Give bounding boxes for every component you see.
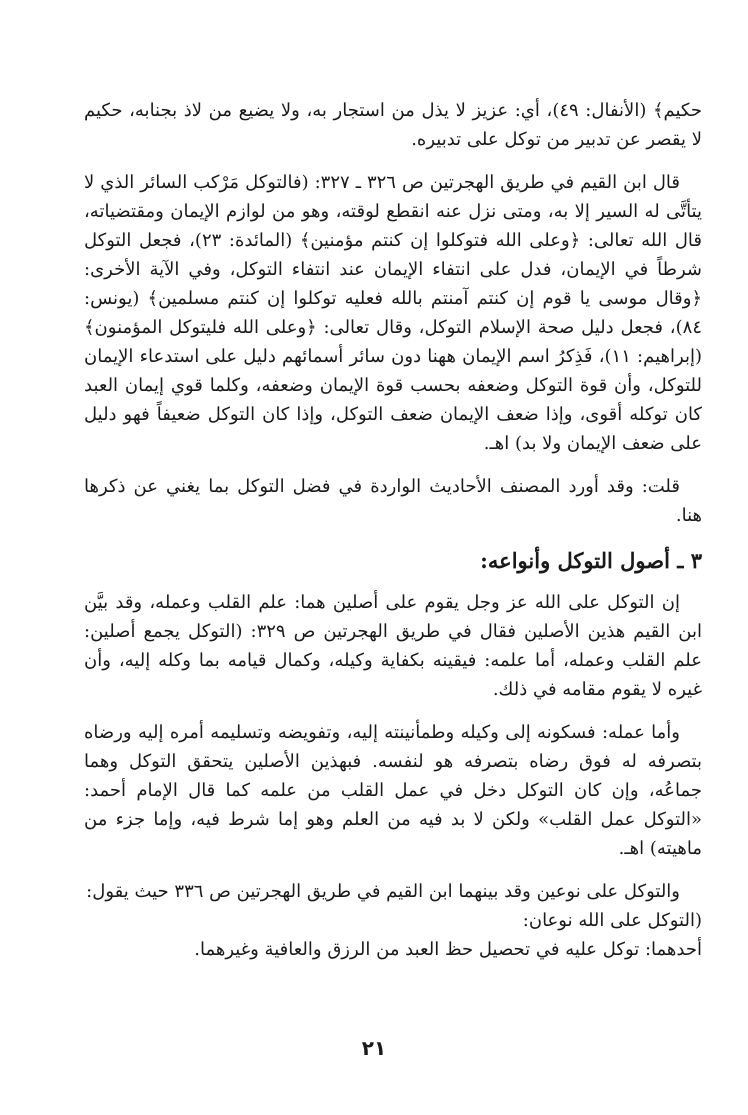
quote-line-2: أحدهما: توكل عليه في تحصيل حظ العبد من الرزق والعافية وغيرهما. (194, 939, 702, 960)
paragraph-2: قال ابن القيم في طريق الهجرتين ص ٣٢٦ ـ ٣٢٧: (فالتوكل مَرْكب السائر الذي لا يتأتَّى له السير إلا به، ومتى نزل عنه انقطع لوقته، وهو من لوازم الإيمان ومقتضياته، قال الله تعالى: ﴿وعلى الله فتوكلوا إن كنتم مؤمنين﴾ (المائدة: ٢٣)، فجعل التوكل شرطاً في الإيمان، فدل على انتفاء الإيمان عند انتفاء التوكل، وفي الآية الأخرى: ﴿وقال موسى يا قوم إن كنتم آمنتم بالله فعليه توكلوا إن كنتم مسلمين﴾ (يونس: ٨٤)، فجعل دليل صحة الإسلام التوكل، وقال تعالى: ﴿وعلى الله فليتوكل المؤمنون﴾ (إبراهيم: ١١)، فَذِكرُ اسم الإيمان ههنا دون سائر أسمائهم دليل على استدعاء الإيمان للتوكل، وأن قوة التوكل وضعفه بحسب قوة الإيمان وضعفه، وكلما قوي إيمان العبد كان توكله أقوى، وإذا ضعف الإيمان ضعف التوكل، وإذا كان التوكل ضعيفاً فهو دليل على ضعف الإيمان ولا بد) اهـ. (84, 172, 702, 454)
section-heading: ٣ ـ أصول التوكل وأنواعه: (480, 548, 702, 573)
quote-line-1: (التوكل على الله نوعان: (522, 910, 702, 931)
paragraph-4: إن التوكل على الله عز وجل يقوم على أصلين هما: علم القلب وعمله، وقد بيَّن ابن القيم هذين الأصلين فقال في طريق الهجرتين ص ٣٢٩: (التوكل يجمع أصلين: علم القلب وعمله، أما علمه: فيقينه بكفاية وكيله، وكمال قيامه بما وكله إليه، وأن غيره لا يقوم مقامه في ذلك. (84, 592, 703, 700)
paragraph-6: والتوكل على نوعين وقد بينهما ابن القيم في طريق الهجرتين ص ٣٣٦ حيث يقول: (86, 881, 680, 902)
paragraph-5: وأما عمله: فسكونه إلى وكيله وطمأنينته إليه، وتفويضه وتسليمه أمره إليه ورضاه بتصرفه له فوق رضاه بتصرفه هو لنفسه. فبهذين الأصلين يتحقق التوكل وهما جماعُه، وإن كان التوكل دخل في عمل القلب من علمه كما قال الإمام أحمد: «التوكل عمل القلب» ولكن لا بد فيه من العلم وهو إما شرط فيه، وإما جزء من ماهيته) اهـ. (84, 722, 702, 859)
page-number: ٢١ (361, 1036, 387, 1060)
page-body (84, 96, 702, 964)
paragraph-3: قلت: وقد أورد المصنف الأحاديث الواردة في فضل التوكل بما يغني عن ذكرها هنا. (84, 476, 702, 526)
paragraph-1: حكيم﴾ (الأنفال: ٤٩)، أي: عزيز لا يذل من استجار به، ولا يضيع من لاذ بجنابه، حكيم لا يقصر عن تدبير من توكل على تدبيره. (84, 100, 702, 150)
